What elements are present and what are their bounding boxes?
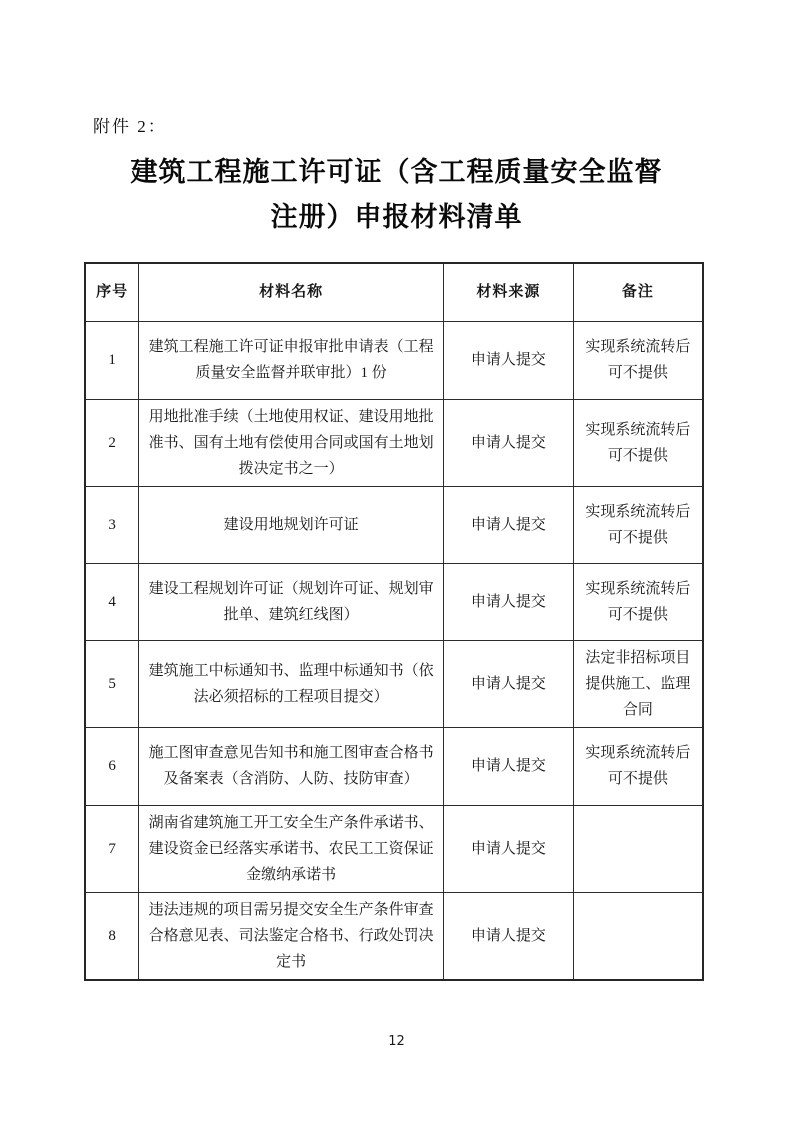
row-material-source: 申请人提交 [443,640,573,727]
page-number: 12 [388,1034,405,1049]
column-header-source: 材料来源 [443,263,573,321]
row-no: 2 [85,399,139,486]
table-row [85,727,703,805]
row-remark: 实现系统流转后可不提供 [573,486,703,563]
table-row [85,486,703,563]
column-header-no: 序号 [85,263,139,321]
table-row [85,640,703,727]
row-no: 8 [85,892,139,980]
row-remark [573,805,703,892]
row-material-name: 违法违规的项目需另提交安全生产条件审查合格意见表、司法鉴定合格书、行政处罚决定书 [139,892,444,980]
row-material-source: 申请人提交 [443,727,573,805]
row-material-name: 湖南省建筑施工开工安全生产条件承诺书、建设资金已经落实承诺书、农民工工资保证金缴纳承诺书 [139,805,444,892]
row-material-source: 申请人提交 [443,321,573,399]
table-row [85,399,703,486]
row-no: 4 [85,563,139,640]
row-material-name: 建设工程规划许可证（规划许可证、规划审批单、建筑红线图） [139,563,444,640]
row-material-name: 建筑工程施工许可证申报审批申请表（工程质量安全监督并联审批）1 份 [139,321,444,399]
row-remark [573,892,703,980]
row-no: 5 [85,640,139,727]
row-no: 7 [85,805,139,892]
row-remark: 实现系统流转后可不提供 [573,399,703,486]
row-remark: 法定非招标项目提供施工、监理合同 [573,640,703,727]
row-material-name: 用地批准手续（土地使用权证、建设用地批准书、国有土地有偿使用合同或国有土地划拨决定书之一） [139,399,444,486]
row-remark: 实现系统流转后可不提供 [573,321,703,399]
row-no: 6 [85,727,139,805]
column-header-remark: 备注 [573,263,703,321]
row-remark: 实现系统流转后可不提供 [573,563,703,640]
row-material-source: 申请人提交 [443,892,573,980]
row-material-source: 申请人提交 [443,805,573,892]
column-header-name: 材料名称 [139,263,444,321]
row-material-source: 申请人提交 [443,563,573,640]
row-material-name: 建设用地规划许可证 [139,486,444,563]
row-material-name: 建筑施工中标通知书、监理中标通知书（依法必须招标的工程项目提交） [139,640,444,727]
document-title [0,150,793,240]
table-row [85,805,703,892]
attachment-label: 附件 2： [93,117,167,136]
document-title-line2: 注册）申报材料清单 [270,202,523,232]
table-row [85,321,703,399]
document-title-line1: 建筑工程施工许可证（含工程质量安全监督 [130,157,663,187]
row-material-name: 施工图审查意见告知书和施工图审查合格书及备案表（含消防、人防、技防审查） [139,727,444,805]
materials-table [84,262,704,981]
row-remark: 实现系统流转后可不提供 [573,727,703,805]
row-material-source: 申请人提交 [443,399,573,486]
row-no: 1 [85,321,139,399]
table-row [85,892,703,980]
row-no: 3 [85,486,139,563]
row-material-source: 申请人提交 [443,486,573,563]
table-header-row [85,263,703,321]
table-row [85,563,703,640]
